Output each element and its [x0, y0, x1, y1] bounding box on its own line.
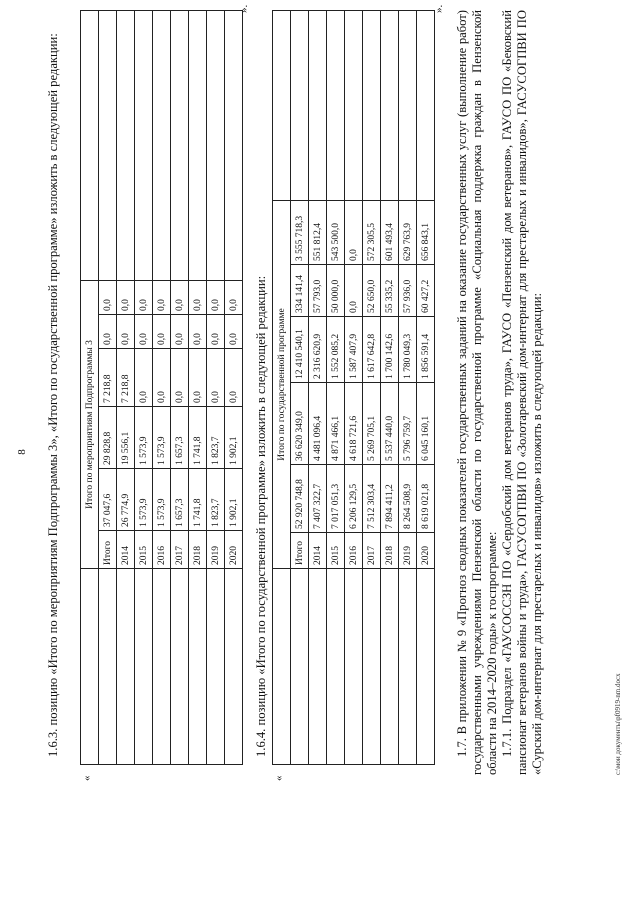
table-year-cell: 2016 — [345, 533, 363, 569]
table-year-cell: 2014 — [309, 533, 327, 569]
table-empty-cell — [117, 11, 135, 281]
table-empty-cell — [291, 11, 309, 201]
table-value-cell: 1 552 085,2 — [327, 317, 345, 383]
table-row — [99, 11, 117, 765]
table-empty-cell — [99, 569, 117, 765]
table-empty-cell — [381, 11, 399, 201]
quote-close-2: ». — [433, 4, 445, 13]
table-empty-cell — [363, 11, 381, 201]
table-year-cell: 2018 — [381, 533, 399, 569]
table-empty-cell — [309, 569, 327, 765]
table-empty-cell — [327, 11, 345, 201]
table-empty-cell — [135, 569, 153, 765]
table-header-cell: Итого по мероприятиям Подпрограммы 3 — [81, 281, 99, 569]
table-value-cell: 36 620 349,0 — [291, 383, 309, 465]
table-value-cell: 2 316 620,9 — [309, 317, 327, 383]
table-empty-cell — [417, 11, 435, 201]
table-value-cell: 4 618 721,6 — [345, 383, 363, 465]
paragraph-1-6-3: 1.6.3. позицию «Итого по мероприятиям Подпрограммы 3», «Итого по государственной программе» изложить в следующей редакции: — [46, 33, 60, 757]
table-row — [291, 11, 309, 765]
table-value-cell: 0,0 — [99, 281, 117, 315]
table-value-cell: 0,0 — [189, 349, 207, 407]
table-value-cell: 0,0 — [345, 201, 363, 265]
table-value-cell: 57 793,0 — [309, 265, 327, 317]
table-value-cell: 1 657,3 — [171, 469, 189, 531]
table-year-cell: 2018 — [189, 531, 207, 569]
table-empty-cell — [171, 569, 189, 765]
table-year-cell: 2017 — [363, 533, 381, 569]
table-value-cell: 0,0 — [207, 281, 225, 315]
table-value-cell: 1 741,8 — [189, 469, 207, 531]
table-value-cell: 0,0 — [135, 281, 153, 315]
table-value-cell: 1 657,3 — [171, 407, 189, 469]
table-row — [327, 11, 345, 765]
table-value-cell: 0,0 — [207, 315, 225, 349]
table-value-cell: 6 206 129,5 — [345, 465, 363, 533]
table-header-row — [273, 11, 291, 765]
table-value-cell: 1 902,1 — [225, 469, 243, 531]
table-empty-cell — [381, 569, 399, 765]
table-empty-cell — [273, 569, 291, 765]
table-value-cell: 1 823,7 — [207, 407, 225, 469]
table-empty-cell — [399, 11, 417, 201]
table-year-cell: 2015 — [135, 531, 153, 569]
table-value-cell: 551 812,4 — [309, 201, 327, 265]
table-empty-cell — [291, 569, 309, 765]
table-value-cell: 1 573,9 — [135, 407, 153, 469]
table-year-cell: 2020 — [225, 531, 243, 569]
table-value-cell: 0,0 — [171, 315, 189, 349]
table-row — [345, 11, 363, 765]
table-value-cell: 52 920 748,8 — [291, 465, 309, 533]
table-empty-cell — [207, 11, 225, 281]
table-value-cell: 1 902,1 — [225, 407, 243, 469]
table-value-cell: 37 047,6 — [99, 469, 117, 531]
table-row — [417, 11, 435, 765]
table-row — [399, 11, 417, 765]
table-value-cell: 60 427,2 — [417, 265, 435, 317]
table-empty-cell — [309, 11, 327, 201]
table-empty-cell — [417, 569, 435, 765]
footer-file-path: c:\мои документы\pf0919-nm.docx — [614, 673, 622, 775]
table-value-cell: 6 045 160,1 — [417, 383, 435, 465]
table-value-cell: 1 573,9 — [153, 407, 171, 469]
table-empty-cell — [399, 569, 417, 765]
table-empty-cell — [345, 569, 363, 765]
table-header-row — [81, 11, 99, 765]
table-value-cell: 1 823,7 — [207, 469, 225, 531]
table-state-program-totals — [272, 10, 435, 765]
table-value-cell: 7 218,8 — [99, 349, 117, 407]
table-value-cell: 3 555 718,3 — [291, 201, 309, 265]
quote-open-1: « — [81, 775, 93, 781]
table-value-cell: 0,0 — [345, 265, 363, 317]
table-year-cell: Итого — [99, 531, 117, 569]
table-value-cell: 656 843,1 — [417, 201, 435, 265]
table-value-cell: 8 619 021,8 — [417, 465, 435, 533]
table-row — [189, 11, 207, 765]
table-value-cell: 0,0 — [117, 281, 135, 315]
table-row — [309, 11, 327, 765]
paragraph-1-7: 1.7. В приложении № 9 «Прогноз сводных показателей государственных заданий на оказание государственных услуг (выполнение работ) государственными учреждениями Пензенской области по государственной программе «Социальная поддержка граждан в Пензенской области на 2014–2020 годы» к госпрограмме: — [455, 10, 499, 775]
table-subprogram-3-totals — [80, 10, 243, 765]
table-value-cell: 4 481 096,4 — [309, 383, 327, 465]
table-empty-cell — [135, 11, 153, 281]
table-empty-cell — [345, 11, 363, 201]
table-row — [207, 11, 225, 765]
table-year-cell: 2014 — [117, 531, 135, 569]
table-row — [171, 11, 189, 765]
table-value-cell: 0,0 — [171, 349, 189, 407]
table-year-cell: 2019 — [399, 533, 417, 569]
table-value-cell: 0,0 — [189, 315, 207, 349]
table-value-cell: 1 780 049,3 — [399, 317, 417, 383]
table-value-cell: 0,0 — [153, 315, 171, 349]
rotated-document-page — [10, 4, 630, 897]
table-empty-cell — [117, 569, 135, 765]
table-year-cell: 2019 — [207, 531, 225, 569]
table-empty-cell — [327, 569, 345, 765]
table-row — [363, 11, 381, 765]
table-value-cell: 0,0 — [153, 281, 171, 315]
table-empty-cell — [171, 11, 189, 281]
page-number: 8 — [16, 449, 28, 455]
table-empty-cell — [99, 11, 117, 281]
table-year-cell: 2015 — [327, 533, 345, 569]
table-empty-cell — [81, 11, 99, 281]
table-value-cell: 601 493,4 — [381, 201, 399, 265]
table-value-cell: 52 650,0 — [363, 265, 381, 317]
table-value-cell: 5 796 759,7 — [399, 383, 417, 465]
table-value-cell: 8 264 508,9 — [399, 465, 417, 533]
table-empty-cell — [153, 11, 171, 281]
table-value-cell: 0,0 — [189, 281, 207, 315]
table-year-cell: 2017 — [171, 531, 189, 569]
table-value-cell: 0,0 — [171, 281, 189, 315]
table-row — [153, 11, 171, 765]
table-value-cell: 1 617 642,8 — [363, 317, 381, 383]
table-row — [117, 11, 135, 765]
table-value-cell: 50 000,0 — [327, 265, 345, 317]
table-empty-cell — [273, 11, 291, 201]
table-value-cell: 0,0 — [117, 315, 135, 349]
table-year-cell: Итого — [291, 533, 309, 569]
table-value-cell: 1 856 591,4 — [417, 317, 435, 383]
table-value-cell: 7 894 411,2 — [381, 465, 399, 533]
table-row — [135, 11, 153, 765]
table-header-cell: Итого по государственной программе — [273, 201, 291, 569]
table-row — [381, 11, 399, 765]
table-value-cell: 26 774,9 — [117, 469, 135, 531]
table-value-cell: 0,0 — [99, 315, 117, 349]
table-value-cell: 5 269 705,1 — [363, 383, 381, 465]
table-value-cell: 55 335,2 — [381, 265, 399, 317]
table-empty-cell — [81, 569, 99, 765]
table-value-cell: 0,0 — [153, 349, 171, 407]
table-value-cell: 1 573,9 — [135, 469, 153, 531]
quote-open-2: « — [273, 775, 285, 781]
table-value-cell: 0,0 — [135, 349, 153, 407]
table-empty-cell — [153, 569, 171, 765]
table-value-cell: 0,0 — [225, 349, 243, 407]
table-value-cell: 7 407 322,7 — [309, 465, 327, 533]
table-value-cell: 7 218,8 — [117, 349, 135, 407]
table-value-cell: 5 537 440,0 — [381, 383, 399, 465]
table-value-cell: 1 587 407,9 — [345, 317, 363, 383]
table-empty-cell — [189, 11, 207, 281]
quote-close-1: ». — [238, 4, 250, 13]
table-empty-cell — [363, 569, 381, 765]
table-value-cell: 629 763,9 — [399, 201, 417, 265]
table-value-cell: 12 410 540,1 — [291, 317, 309, 383]
table-year-cell: 2016 — [153, 531, 171, 569]
table-value-cell: 57 936,0 — [399, 265, 417, 317]
table-value-cell: 543 500,0 — [327, 201, 345, 265]
table-empty-cell — [225, 11, 243, 281]
table-value-cell: 4 871 466,1 — [327, 383, 345, 465]
table-value-cell: 0,0 — [135, 315, 153, 349]
table-value-cell: 1 741,8 — [189, 407, 207, 469]
table-value-cell: 29 828,8 — [99, 407, 117, 469]
table-row — [225, 11, 243, 765]
table-value-cell: 0,0 — [207, 349, 225, 407]
table-value-cell: 0,0 — [225, 281, 243, 315]
table-value-cell: 7 512 303,4 — [363, 465, 381, 533]
table-value-cell: 0,0 — [225, 315, 243, 349]
table-value-cell: 572 305,5 — [363, 201, 381, 265]
table-value-cell: 19 556,1 — [117, 407, 135, 469]
table-value-cell: 7 017 051,3 — [327, 465, 345, 533]
table-empty-cell — [225, 569, 243, 765]
table-empty-cell — [207, 569, 225, 765]
table-year-cell: 2020 — [417, 533, 435, 569]
paragraph-1-7-1: 1.7.1. Подраздел «ГАУСОССЗН ПО «Сердобский дом ветеранов труда», ГАУСО «Пензенский дом ветеранов», ГАУСО ПО «Бековский пансионат ветеранов войны и труда», ГАСУСОГПВИ ПО «Золотаревский дом-интернат для престарелых и инвалидов», ГАСУСОГПВИ ПО «Сурский дом-интернат для престарелых и инвалидов» изложить в следующей редакции: — [500, 10, 544, 775]
table-value-cell: 334 141,4 — [291, 265, 309, 317]
table-value-cell: 1 573,9 — [153, 469, 171, 531]
table-empty-cell — [189, 569, 207, 765]
table-value-cell: 1 700 142,6 — [381, 317, 399, 383]
paragraph-1-6-4: 1.6.4. позицию «Итого по государственной программе» изложить в следующей редакции: — [254, 275, 268, 757]
